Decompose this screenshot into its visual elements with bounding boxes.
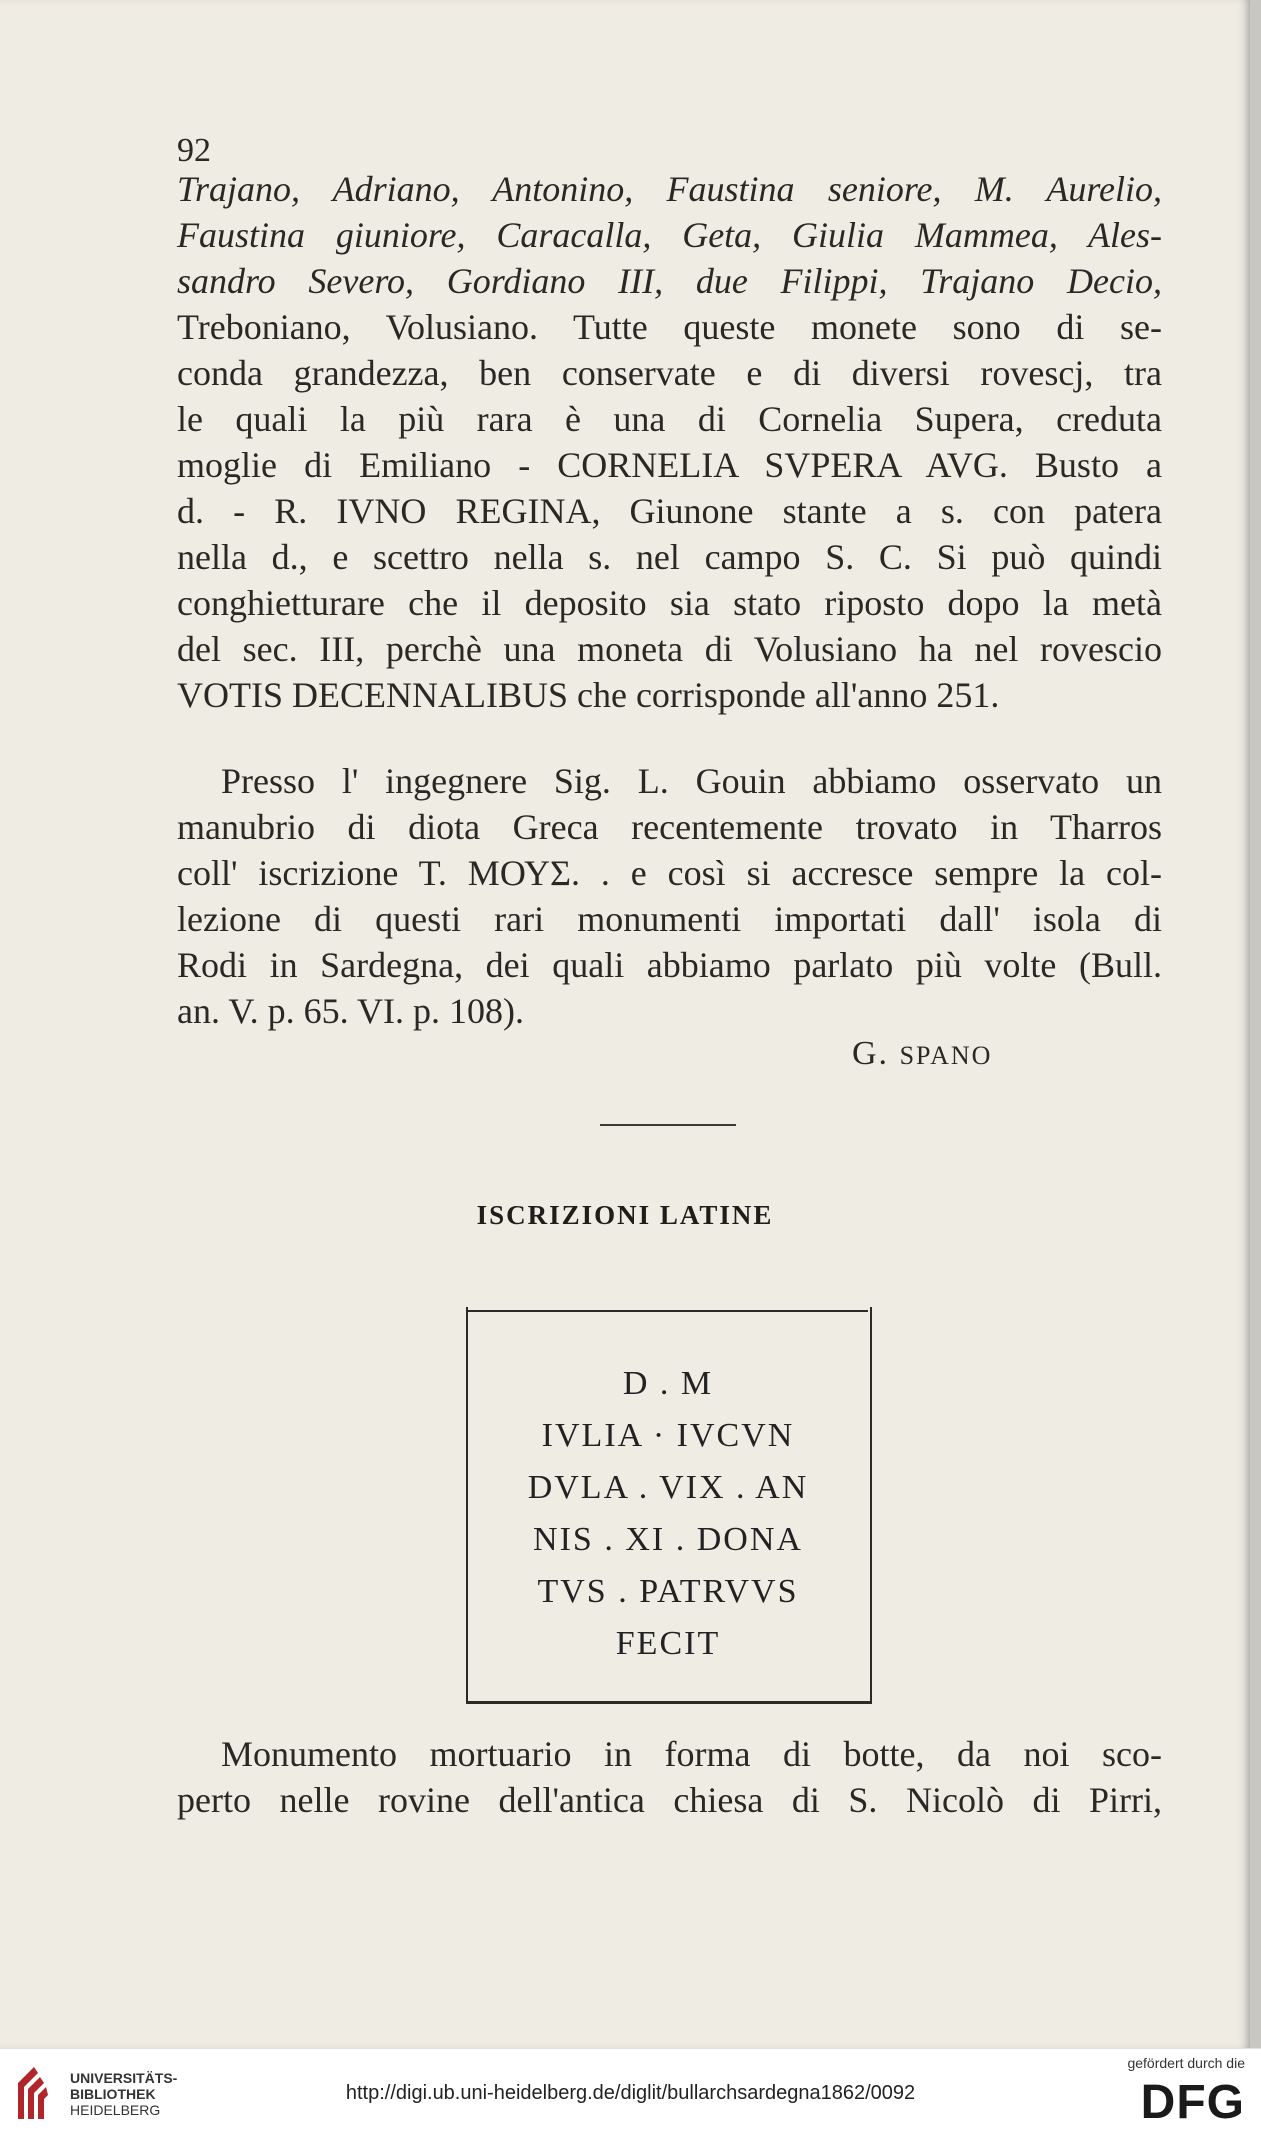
library-name-line: UNIVERSITÄTS- [70,2070,178,2086]
text-line: nella d., e scettro nella s. nel campo S. C. Si può quindi [177,537,1162,577]
signature-name: SPANO [899,1041,993,1070]
section-title: ISCRIZIONI LATINE [476,1200,774,1230]
inscription-line: TVS . PATRVVS [537,1573,799,1610]
text-line: Trajano, Adriano, Antonino, Faustina seniore, M. Aurelio, [177,169,1162,209]
text-line: moglie di Emiliano - CORNELIA SVPERA AVG. Busto a [177,445,1162,485]
text-line: VOTIS DECENNALIBUS che corrisponde all'anno 251. [177,675,1000,715]
text-line: coll' iscrizione T. ΜΟΥΣ. . e così si accresce sempre la col- [177,853,1162,893]
text-line: Treboniano, Volusiano. Tutte queste monete sono di se- [177,307,1162,347]
text-line: Monumento mortuario in forma di botte, da noi sco- [221,1734,1162,1774]
text-line: Rodi in Sardegna, dei quali abbiamo parlato più volte (Bull. [177,945,1162,985]
funded-by-label: gefördert durch die [1127,2055,1245,2071]
signature-initial: G. [852,1035,890,1072]
page-edge [1250,0,1261,2048]
text-line: manubrio di diota Greca recentemente trovato in Tharros [177,807,1162,847]
text-line: conghietturare che il deposito sia stato riposto dopo la metà [177,583,1162,623]
paragraph-monument [177,1731,1162,1823]
text-line: d. - R. IVNO REGINA, Giunone stante a s. con patera [177,491,1162,531]
text-line: del sec. III, perchè una moneta di Volusiano ha nel rovescio [177,629,1162,669]
page-number: 92 [177,132,211,169]
library-name-line: HEIDELBERG [70,2102,161,2118]
inscription-line: DVLA . VIX . AN [527,1469,809,1506]
inscription-line: D . M [622,1365,714,1402]
text-line: lezione di questi rari monumenti importati dall' isola di [177,899,1162,939]
author-signature [852,1035,992,1073]
inscription-line: NIS . XI . DONA [533,1521,803,1558]
permalink-url[interactable]: http://digi.ub.uni-heidelberg.de/diglit/bullarchsardegna1862/0092 [345,2082,916,2104]
text-line: le quali la più rara è una di Cornelia Supera, creduta [177,399,1162,439]
text-line: Presso l' ingegnere Sig. L. Gouin abbiamo osservato un [221,761,1162,801]
text-line: sandro Severo, Gordiano III, due Filippi, Trajano Decio, [177,261,1162,301]
paragraph-coins [177,166,1162,718]
text-line: conda grandezza, ben conservate e di diversi rovescj, tra [177,353,1162,393]
text-line: perto nelle rovine dell'antica chiesa di S. Nicolò di Pirri, [177,1780,1162,1820]
inscription-line: FECIT [615,1625,721,1662]
dfg-logo-icon[interactable]: DFG [1140,2076,1245,2129]
section-divider [600,1124,736,1126]
paragraph-diota [177,758,1162,1034]
text-line: Faustina giuniore, Caracalla, Geta, Giulia Mammea, Ales- [177,215,1162,255]
inscription-line: IVLIA · IVCVN [541,1417,795,1454]
library-name-line: BIBLIOTHEK [70,2086,156,2102]
text-line: an. V. p. 65. VI. p. 108). [177,991,525,1031]
inscription-text [466,1358,870,1670]
